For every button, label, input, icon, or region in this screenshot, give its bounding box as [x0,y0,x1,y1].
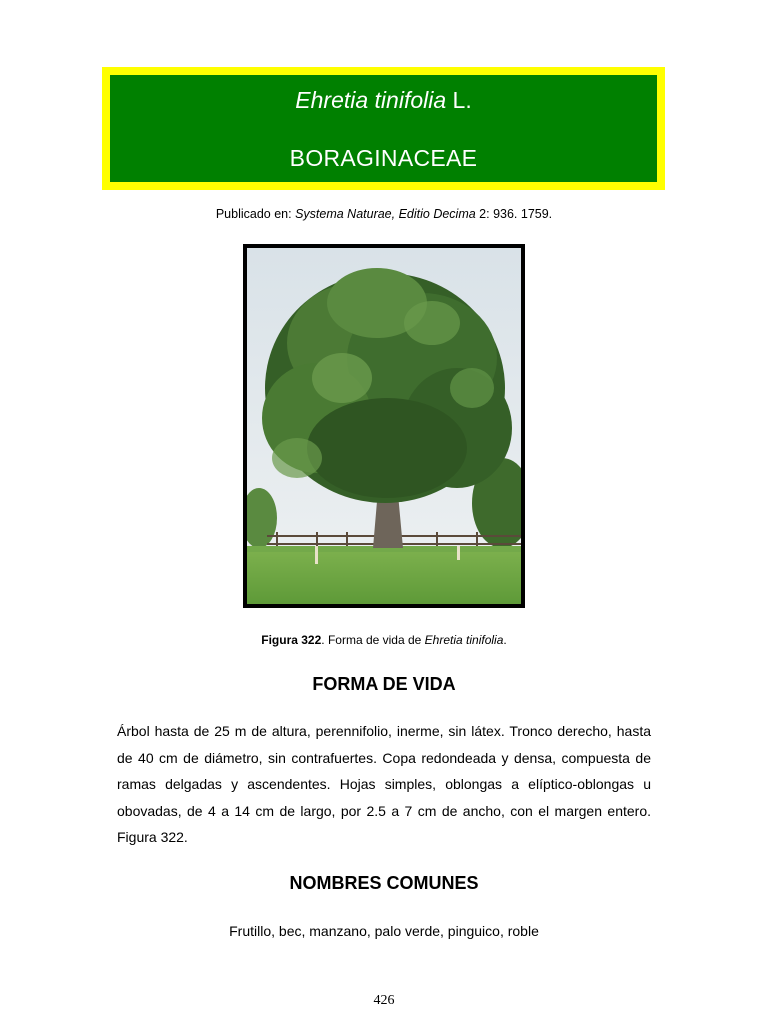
figure-text: . Forma de vida de [321,633,425,647]
tree-illustration [247,248,521,604]
species-author: L. [452,87,472,113]
life-form-description: Árbol hasta de 25 m de altura, perennifolio, inerme, sin látex. Tronco derecho, hasta de 40 cm de diámetro, sin contrafuertes. Copa redondeada y densa, compuesta de ramas delgadas y ascendentes. Hojas simples, oblongas a elíptico-oblongas u obovadas, de 4 a 14 cm de largo, por 2.5 a 7 cm de ancho, con el margen entero. Figura 322. [117,723,651,845]
figure-label: Figura 322 [261,633,322,647]
publication-suffix: 2: 936. 1759. [475,207,553,221]
publication-work: Systema Naturae, Editio Decima [295,207,476,221]
publication-line [0,206,768,222]
title-banner [102,67,665,190]
tree-photo [243,244,525,608]
page-number: 426 [373,993,395,1008]
family-title: BORAGINACEAE [289,145,478,171]
figure-end: . [503,633,507,647]
common-names-list: Frutillo, bec, manzano, palo verde, pinguico, roble [229,923,539,939]
life-form-heading: FORMA DE VIDA [312,674,456,694]
species-name: Ehretia tinifolia [295,87,447,113]
publication-prefix: Publicado en: [215,207,296,221]
figure-species: Ehretia tinifolia [424,633,504,647]
species-title [110,85,657,115]
common-names-heading: NOMBRES COMUNES [289,873,479,893]
title-panel [110,75,657,182]
figure-caption [0,632,768,648]
